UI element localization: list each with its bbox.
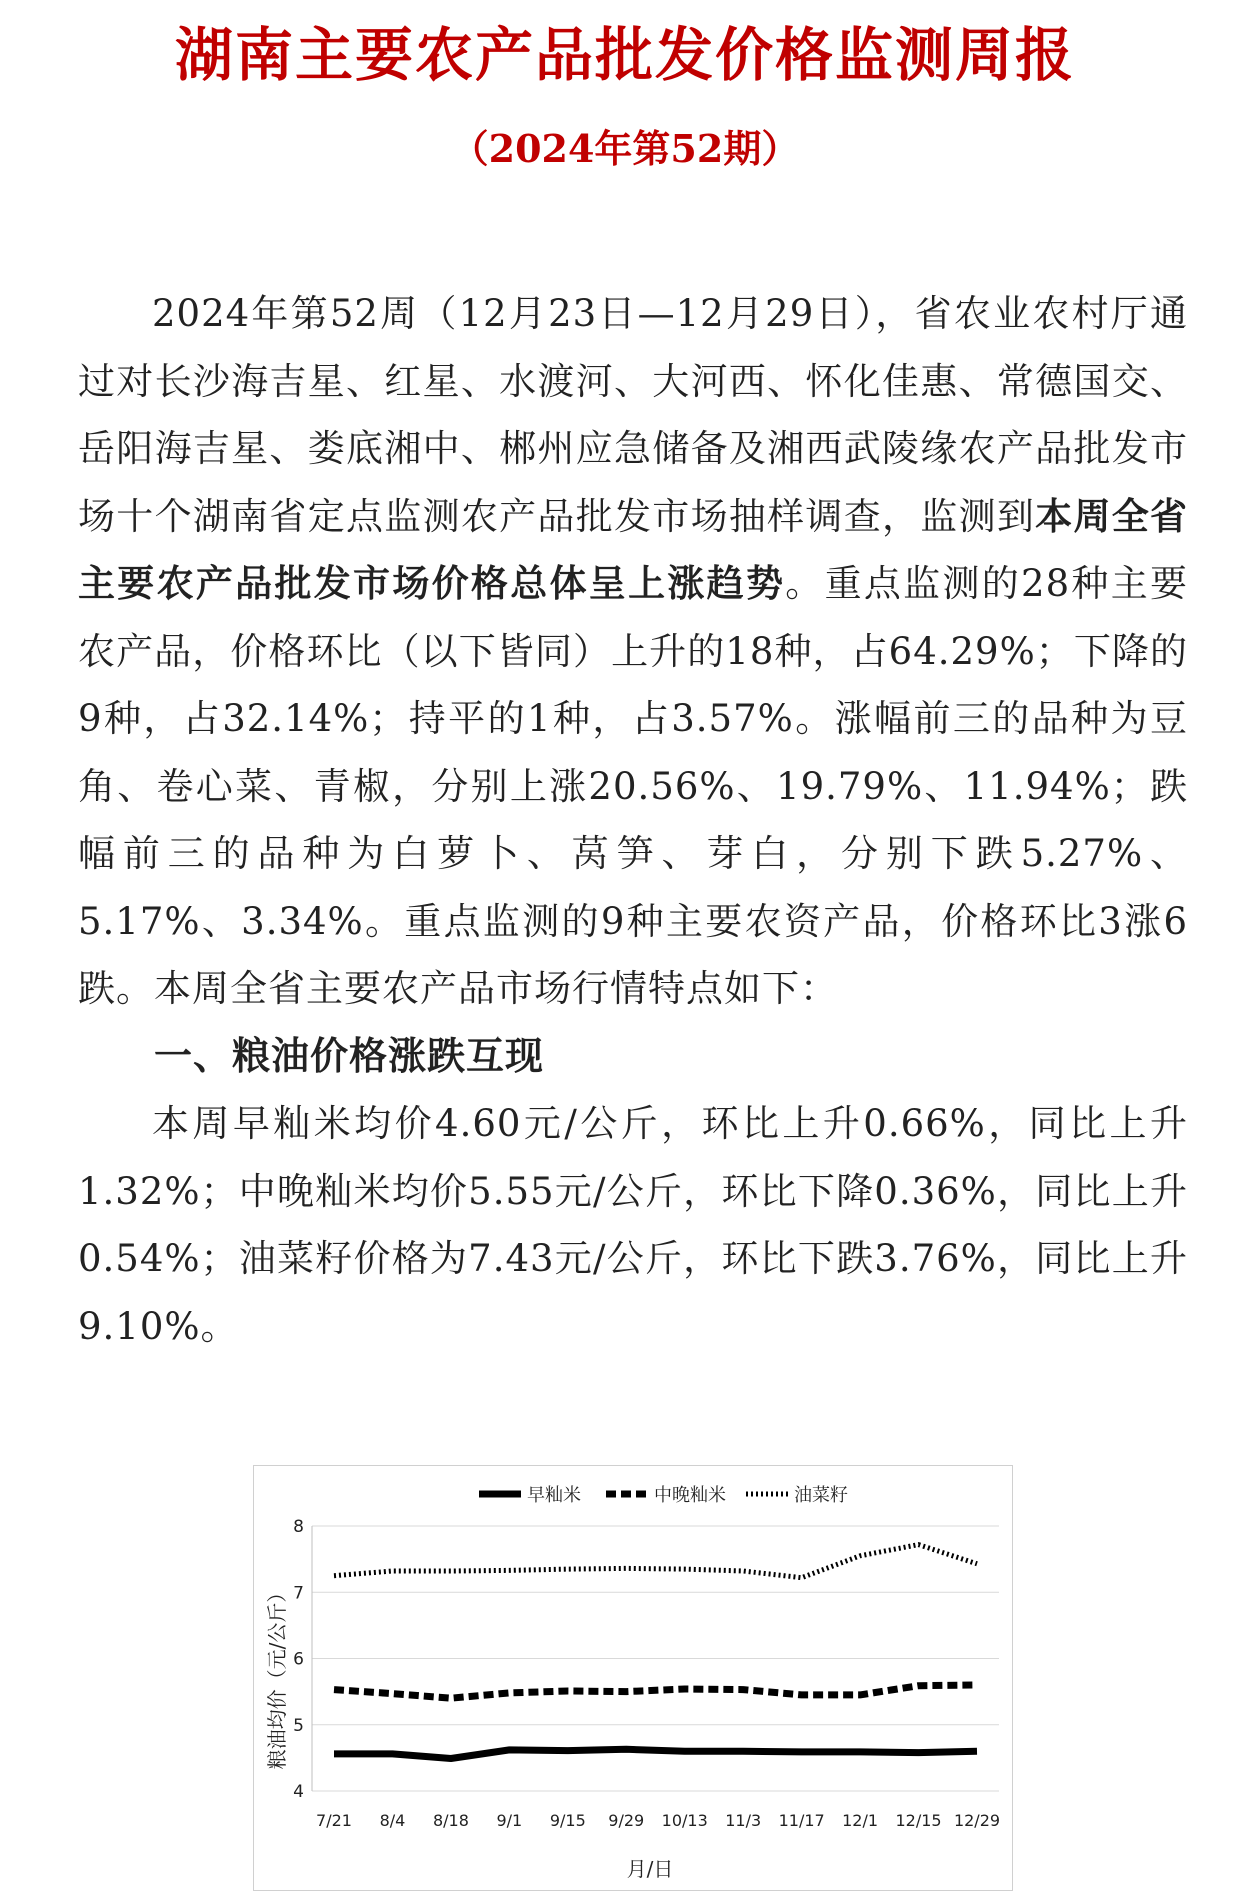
chart-axes [293,1517,1000,1830]
x-axis-label: 月/日 [626,1857,674,1881]
intro-paragraph [78,280,1188,1023]
x-tick-label: 8/4 [379,1811,406,1830]
legend-label: 油菜籽 [794,1485,848,1506]
y-tick-label: 8 [293,1517,304,1537]
section-heading-grain-oil: 一、粮油价格涨跌互现 [154,1033,545,1078]
grain-oil-paragraph: 本周早籼米均价4.60元/公斤，环比上升0.66%，同比上升1.32%；中晚籼米均价5.55元/公斤，环比下降0.36%，同比上升0.54%；油菜籽价格为7.43元/公斤，环比下跌3.76%，同比上升9.10%。 [78,1102,1188,1348]
x-tick-label: 9/15 [549,1811,586,1830]
x-tick-label: 9/29 [608,1811,645,1830]
x-tick-label: 8/18 [432,1811,469,1830]
series-line-2 [334,1545,977,1578]
chart-legend [479,1485,848,1506]
y-tick-label: 6 [293,1649,304,1670]
x-tick-label: 12/29 [953,1811,1001,1830]
y-tick-label: 5 [293,1715,304,1736]
x-tick-label: 12/15 [895,1811,942,1830]
intro-text-b: 。重点监测的28种主要农产品，价格环比（以下皆同）上升的18种，占64.29%；下降的9种，占32.14%；持平的1种，占3.57%。涨幅前三的品种为豆角、卷心菜、青椒，分别上涨20.56%、19.79%、11.94%；跌幅前三的品种为白萝卜、莴笋、芽白，分别下跌5.27%、5.17%、3.34%。重点监测的9种主要农资产品，价格环比3涨6跌。本周全省主要农产品市场行情特点如下： [78,562,1188,1010]
intro-text-bold: 本周全省主要农产品批发市场价格总体呈上涨趋势 [78,493,1189,605]
y-axis-label: 粮油均价（元/公斤） [265,1582,289,1770]
y-tick-label: 7 [293,1583,304,1604]
intro-text-a: 2024年第52周（12月23日—12月29日），省农业农村厅通过对长沙海吉星、红星、水渡河、大河西、怀化佳惠、常德国交、岳阳海吉星、娄底湘中、郴州应急储备及湘西武陵缘农产品批发市场十个湖南省定点监测农产品批发市场抽样调查，监测到 [78,292,1188,538]
series-line-0 [334,1749,977,1758]
report-body [78,280,1188,1360]
x-tick-label: 12/1 [842,1811,879,1830]
x-tick-label: 7/21 [316,1811,352,1830]
x-tick-label: 9/1 [496,1811,523,1830]
report-title: 湖南主要农产品批发价格监测周报 [174,21,1075,89]
chart-svg [254,1466,1012,1890]
x-tick-label: 10/13 [661,1811,708,1830]
x-tick-label: 11/17 [778,1811,825,1830]
grain-oil-price-chart [253,1465,1013,1891]
chart-series [334,1545,977,1759]
series-line-1 [334,1685,977,1698]
legend-label: 中晚籼米 [654,1485,726,1506]
legend-label: 早籼米 [527,1485,581,1506]
x-tick-label: 11/3 [725,1811,762,1830]
issue-number: （2024年第52期） [450,126,800,171]
y-tick-label: 4 [293,1782,304,1802]
